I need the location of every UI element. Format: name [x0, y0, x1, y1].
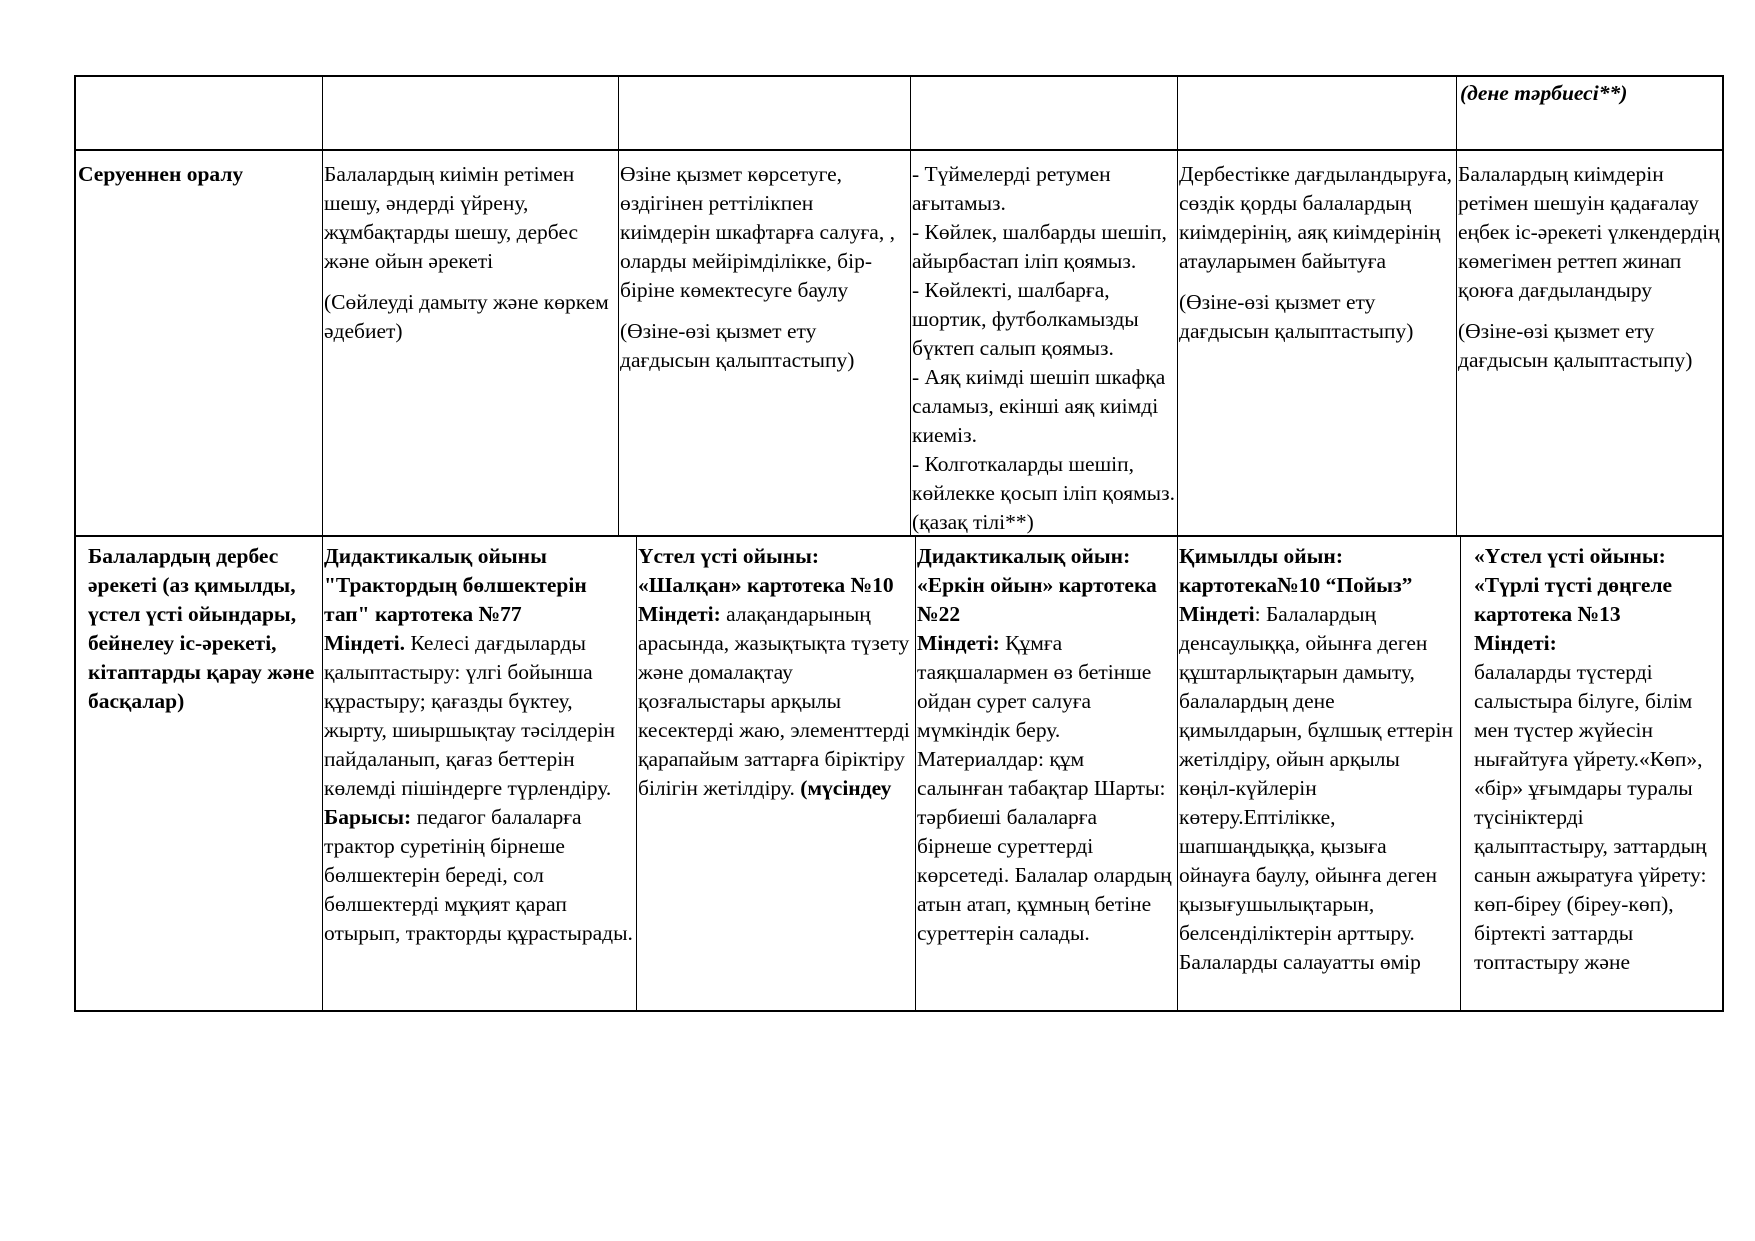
table-vertical-rule: [322, 75, 323, 150]
table-vertical-rule: [1456, 150, 1457, 536]
table-cell: [88, 536, 320, 1011]
table-horizontal-rule: [74, 149, 1724, 151]
table-vertical-rule: [636, 536, 637, 1011]
table-vertical-rule: [618, 75, 619, 150]
cell-text: - Колготкаларды шешіп, көйлекке қосып іліп қоямыз. (қазақ тілі**): [912, 452, 1175, 534]
cell-text: [324, 629, 634, 803]
cell-label: Барысы:: [324, 805, 412, 829]
cell-body: : Балалардың денсаулыққа, ойынға деген құштарлықтарын дамыту, балалардың дене қимылдарын, бұлшық еттерін жетілдіру, ойын арқылы көңіл-күйлерін көтеру.Ептілікке, шапшаңдыққа, қызыға ойнауға баулу, ойынға деген қызығушылықтарын, белсенділіктерін арттыру. Балаларды салауатты өмір: [1179, 602, 1454, 974]
table-vertical-rule: [1177, 536, 1178, 1011]
cell-body: Құмға таяқшалармен өз бетінше ойдан сурет салуға мүмкіндік беру. Материалдар: құм салынған табақтар Шарты: тәрбиеші балаларға бірнеше суреттерді көрсетеді. Балалар олардың атын атап, құмның бетіне суреттерін салады.: [917, 631, 1172, 945]
table-row: [74, 536, 1724, 1011]
cell-text: - Түймелерді ретумен ағытамыз.: [912, 162, 1111, 215]
table-cell: [917, 536, 1175, 1011]
table-cell: [1474, 536, 1722, 1011]
table-cell: [326, 75, 616, 150]
table-vertical-rule: [1722, 536, 1724, 1011]
cell-text: [324, 803, 634, 948]
cell-text: (Сөйлеуді дамыту және көркем әдебиет): [324, 290, 609, 343]
cell-text: [917, 629, 1175, 948]
cell-text: (дене тәрбиесі**): [1460, 81, 1628, 105]
cell-text: - Көйлекті, шалбарға, шортик, футболкамызды бүктеп салып қоямыз.: [912, 278, 1139, 360]
cell-text: Серуеннен оралу: [78, 162, 244, 186]
cell-text: Дидактикалық ойын: «Еркін ойын» картотека №22: [917, 544, 1157, 626]
table-cell: [912, 150, 1175, 536]
table-vertical-rule: [1456, 75, 1457, 150]
cell-text: Міндеті:: [1474, 631, 1557, 655]
table-horizontal-rule: [74, 1010, 1724, 1012]
table-vertical-rule: [910, 150, 911, 536]
table-vertical-rule: [1722, 150, 1724, 536]
table-vertical-rule: [1460, 536, 1461, 1011]
cell-tail: (мүсіндеу: [800, 776, 892, 800]
cell-text: Қимылды ойын: картотека№10 “Пойыз”: [1179, 544, 1413, 597]
table-vertical-rule: [1177, 75, 1178, 150]
table-cell: [78, 150, 320, 536]
cell-text: Үстел үсті ойыны: «Шалқан» картотека №10: [638, 544, 894, 597]
cell-text: Дербестікке дағдыландыруға, сөздік қорды балалардың киімдерінің, аяқ киімдерінің атауларымен байытуға: [1179, 162, 1452, 273]
cell-label: Міндеті: [1179, 602, 1255, 626]
table-vertical-rule: [322, 150, 323, 536]
cell-body: Келесі дағдыларды қалыптастыру: үлгі бойынша құрастыру; қағазды бүктеу, жырту, шиыршықтау тәсілдерін пайдаланып, қағаз беттерін көлемді пішіндерге түрлендіру.: [324, 631, 616, 800]
table-vertical-rule: [74, 75, 76, 150]
table-horizontal-rule: [74, 75, 1724, 77]
cell-text: - Аяқ киімді шешіп шкафқа саламыз, екінші аяқ киімді киеміз.: [912, 365, 1166, 447]
cell-body: алақандарының арасында, жазықтықта түзету және домалақтау қозғалыстары арқылы кесектерді жаю, элементтерді қарапайым заттарға біріктіру білігін жетілдіру.: [638, 602, 910, 800]
table-cell: [914, 75, 1175, 150]
table-vertical-rule: [915, 536, 916, 1011]
cell-text: «Үстел үсті ойыны: «Түрлі түсті дөңгеле картотека №13: [1474, 544, 1673, 626]
cell-text: [1179, 600, 1458, 977]
cell-label: Міндеті:: [917, 631, 1000, 655]
table-vertical-rule: [74, 536, 76, 1011]
table-cell: [1179, 536, 1458, 1011]
table-cell: [638, 536, 913, 1011]
table-cell: [324, 150, 616, 536]
table-cell: [1179, 150, 1454, 536]
table-row: [74, 150, 1724, 536]
table-vertical-rule: [322, 536, 323, 1011]
cell-text: (Өзіне-өзі қызмет ету дағдысын қалыптастыпу): [1179, 290, 1414, 343]
cell-text: (Өзіне-өзі қызмет ету дағдысын қалыптастыпу): [1458, 319, 1693, 372]
cell-text: [638, 600, 913, 803]
cell-text: Өзіне қызмет көрсетуге, өздігінен реттілікпен киімдерін шкафтарға салуға, , оларды мейірімділікке, бір-біріне көмектесуге баулу: [620, 162, 895, 302]
table-cell: [1458, 150, 1722, 536]
cell-text: Балалардың киімін ретімен шешу, әндерді үйрену, жұмбақтарды шешу, дербес және ойын әрекеті: [324, 162, 579, 273]
table-vertical-rule: [618, 150, 619, 536]
cell-text: Дидактикалық ойыны "Трактордың бөлшектерін тап" картотека №77: [324, 544, 587, 626]
table-cell: [620, 150, 908, 536]
table-horizontal-rule: [74, 535, 1724, 537]
cell-text: балаларды түстерді салыстыра білуге, білім мен түстер жүйесін нығайтуға үйрету.«Көп», «бір» ұғымдары туралы түсініктерді қалыптастыру, заттардың санын ажыратуға үйрету: көп-біреу (біреу-көп), біртекті заттарды топтастыру және: [1474, 660, 1707, 974]
table-cell: [324, 536, 634, 1011]
cell-body: педагог балаларға трактор суретінің бірнеше бөлшектерін береді, сол бөлшектерді мұқият қарап отырып, тракторды құрастырады.: [324, 805, 633, 945]
table-cell: [1460, 75, 1722, 150]
table-vertical-rule: [1722, 75, 1724, 150]
table-vertical-rule: [74, 150, 76, 536]
cell-text: Балалардың дербес әрекеті (аз қимылды, үстел үсті ойындары, бейнелеу іс-әрекеті, кітаптарды қарау және басқалар): [88, 544, 315, 713]
cell-text: (Өзіне-өзі қызмет ету дағдысын қалыптастыпу): [620, 319, 855, 372]
cell-text: - Көйлек, шалбарды шешіп, айырбастап іліп қоямыз.: [912, 220, 1167, 273]
table-row: [74, 75, 1724, 150]
table-cell: [622, 75, 908, 150]
table-cell: [1181, 75, 1454, 150]
table-vertical-rule: [1177, 150, 1178, 536]
cell-label: Міндеті:: [638, 602, 721, 626]
table-vertical-rule: [910, 75, 911, 150]
cell-label: Міндеті.: [324, 631, 405, 655]
table-cell: [78, 75, 320, 150]
cell-text: Балалардың киімдерін ретімен шешуін қадағалау еңбек іс-әрекеті үлкендердің көмегімен реттеп жинап қоюға дағдыландыру: [1458, 162, 1720, 302]
